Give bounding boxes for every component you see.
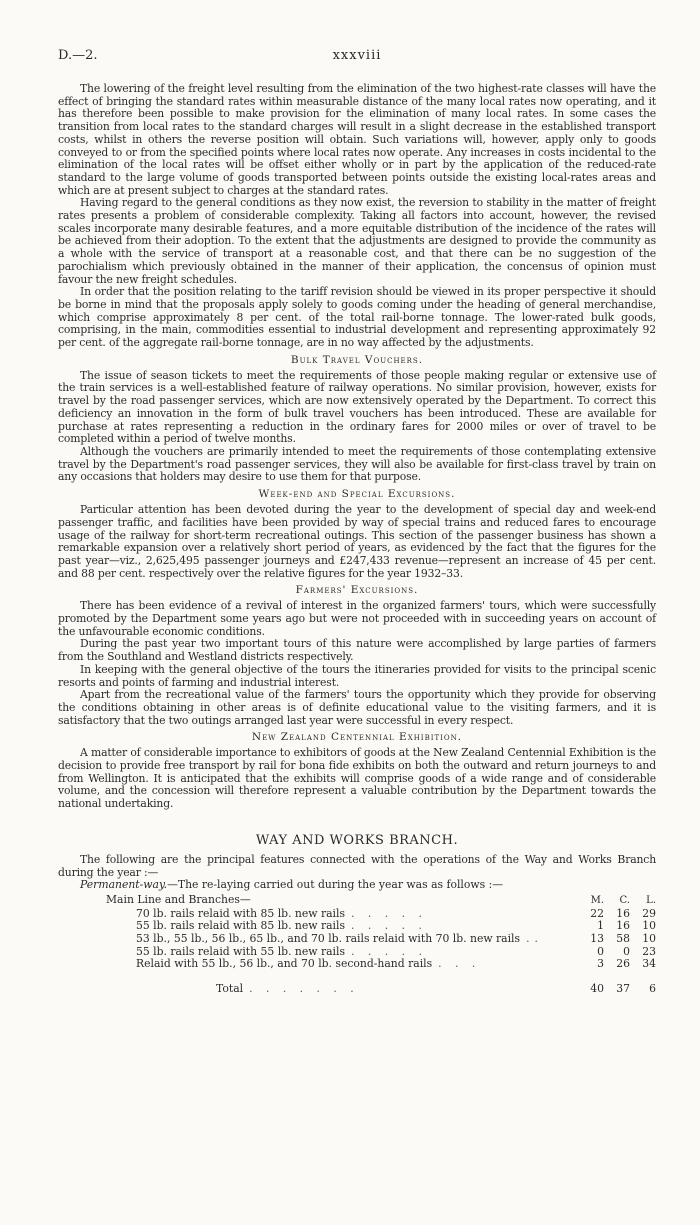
relaying-table xyxy=(58,894,656,996)
page-number: xxxviii xyxy=(332,48,382,63)
table-row xyxy=(58,908,656,921)
branch-intro: The following are the principal features connected with the operations of the Way and Works Branch during the year :— xyxy=(58,852,656,879)
paragraph: In keeping with the general objective of the tours the itineraries provided for visits to the principal scenic resorts and points of farming and industrial interest. xyxy=(58,662,656,689)
total-chains: 37 xyxy=(616,982,630,996)
total-links: 6 xyxy=(649,982,656,996)
paragraph: The lowering of the freight level resulting from the elimination of the two highest-rate classes will have the effect of bringing the standard rates within measurable distance of the many local rates now operating, and it has therefore been possible to make provision for the elimination of many local rates. In some cases the transition from local rates to the standard charges will result in a slight decrease in the established transport costs, whilst in others the reverse position will obtain. Such variations will, however, apply only to goods conveyed to or from the specified points where local rates now operate. Any increases in costs incidental to the elimination of the local rates will be offset either wholly or in part by the application of the reduced-rate standard to the large volume of goods transported between points outside the existing local-rates areas and which are at present subject to charges at the standard rates. xyxy=(58,82,656,197)
column-header-chains: C. xyxy=(619,894,630,906)
cell-links: 10 xyxy=(642,919,656,933)
page-header xyxy=(58,48,656,63)
cell-links: 29 xyxy=(642,906,656,920)
cell-miles: 3 xyxy=(597,957,604,971)
leader-dots: .. xyxy=(526,933,543,946)
permanent-way-line xyxy=(58,879,656,892)
paragraph: A matter of considerable importance to exhibitors of goods at the New Zealand Centennial Exhibition is the decision to provide free transport by rail for bona fide exhibits on both the outward and return journeys to and from Wellington. It is anticipated that the exhibits will comprise goods of a wide range and of considerable volume, and the concession will therefore represent a valuable contribution by the Department towards the national undertaking. xyxy=(58,746,656,811)
permanent-way-heading: Permanent-way. xyxy=(80,878,168,892)
row-label: 55 lb. rails relaid with 85 lb. new rails xyxy=(136,920,345,933)
permanent-way-text: —The re-laying carried out during the year was as follows :— xyxy=(167,878,504,892)
leader-dots: . . . . . xyxy=(351,945,427,958)
table-row xyxy=(58,958,656,971)
paragraph: During the past year two important tours of this nature were accomplished by large parties of farmers from the Southland and Westland districts respectively. xyxy=(58,637,656,664)
leader-dots: . . . xyxy=(438,958,481,971)
row-label: 55 lb. rails relaid with 55 lb. new rails xyxy=(136,945,345,958)
section-centennial-exhibition xyxy=(58,731,656,811)
table-row xyxy=(58,933,656,946)
table-row xyxy=(58,920,656,933)
table-header-row xyxy=(58,894,656,908)
cell-chains: 16 xyxy=(616,906,630,920)
row-label: Relaid with 55 lb., 56 lb., and 70 lb. second-hand rails xyxy=(136,958,433,971)
section-special-excursions xyxy=(58,488,656,580)
cell-links: 10 xyxy=(642,932,656,946)
table-total-row xyxy=(58,983,656,996)
cell-miles: 1 xyxy=(597,919,604,933)
section-heading: Week-end and Special Excursions. xyxy=(258,488,456,501)
total-miles: 40 xyxy=(590,982,604,996)
paragraph: There has been evidence of a revival of interest in the organized farmers' tours, which were successfully promoted by the Department some years ago but were not proceeded with in succeeding years on account of the unfavourable economic conditions. xyxy=(58,599,656,638)
paragraph: Although the vouchers are primarily intended to meet the requirements of those contemplating extensive travel by the Department's road passenger services, they will also be available for first-class travel by train on any occasions that holders may desire to use them for that purpose. xyxy=(58,444,656,484)
cell-chains: 26 xyxy=(616,957,630,971)
paragraph: Particular attention has been devoted during the year to the development of special day and week-end passenger traffic, and facilities have been provided by way of special trains and reduced fares to encourage usage of the railway for short-term recreational outings. This section of the passenger business has shown a remarkable expansion over a relatively short period of years, as evidenced by the fact that the figures for the past year—viz., 2,625,495 passenger journeys and £247,433 revenue—represent an increase of 45 per cent. and 88 per cent. respectively over the relative figures for the year 1932–33. xyxy=(58,503,656,580)
leader-dots: . . . . . xyxy=(351,920,427,933)
section-heading: Farmers' Excursions. xyxy=(295,584,419,597)
cell-miles: 22 xyxy=(590,906,604,920)
section-farmers-excursions xyxy=(58,584,656,727)
cell-chains: 0 xyxy=(623,944,630,958)
cell-links: 34 xyxy=(642,957,656,971)
paragraph: In order that the position relating to the tariff revision should be viewed in its proper perspective it should be borne in mind that the proposals apply solely to goods coming under the heading of general merchandise, which comprise approximately 8 per cent. of the total rail-borne tonnage. The lower-rated bulk goods, comprising, in the main, commodities essential to industrial development and representing approximately 92 per cent. of the aggregate rail-borne tonnage, are in no way affected by the adjustments. xyxy=(58,285,656,350)
leader-dots: . . . . . . . xyxy=(249,983,359,996)
section-heading: New Zealand Centennial Exhibition. xyxy=(251,731,463,744)
leader-dots: . . . . . xyxy=(351,907,427,920)
table-group-label: Main Line and Branches— xyxy=(106,893,251,906)
paragraph: The issue of season tickets to meet the requirements of those people making regular or extensive use of the train services is a well-established feature of railway operations. No similar provision, however, exists for travel by the road passenger services, which are now extensively operated by the Department. To correct this deficiency an innovation in the form of bulk travel vouchers has been introduced. These are available for purchase at rates representing a reduction in the ordinary fares for 2000 miles or over of travel to be completed within a period of twelve months. xyxy=(58,368,656,446)
row-label: 53 lb., 55 lb., 56 lb., 65 lb., and 70 lb. rails relaid with 70 lb. new rails xyxy=(136,933,521,946)
section-bulk-travel-vouchers xyxy=(58,354,656,484)
branch-heading: WAY AND WORKS BRANCH. xyxy=(255,832,459,848)
cell-links: 23 xyxy=(642,944,656,958)
paragraph: Having regard to the general conditions as they now exist, the reversion to stability in the matter of freight rates presents a problem of considerable complexity. Taking all factors into account, however, the revised scales incorporate many desirable features, and a more equitable distribution of the incidence of the rates will be achieved from their adoption. To the extent that the adjustments are designed to provide the community as a whole with the service of transport at a reasonable cost, and that there can be no suggestion of the parochialism which previously obtained in the manner of their application, the concensus of opinion must favour the new freight schedules. xyxy=(58,196,656,286)
column-header-miles: M. xyxy=(590,894,604,906)
row-label: 70 lb. rails relaid with 85 lb. new rails xyxy=(136,907,345,920)
paragraph: Apart from the recreational value of the farmers' tours the opportunity which they provide for observing the conditions obtaining in other areas is of definite educational value to the visiting farmers, and it is satisfactory that the two outings arranged last year were successful in every respect. xyxy=(58,688,656,727)
document-reference: D.—2. xyxy=(58,48,98,63)
cell-chains: 58 xyxy=(616,932,630,946)
cell-chains: 16 xyxy=(616,919,630,933)
cell-miles: 13 xyxy=(590,932,604,946)
column-header-links: L. xyxy=(646,894,656,906)
total-label: Total xyxy=(216,983,244,996)
intro-section xyxy=(58,83,656,350)
section-heading: Bulk Travel Vouchers. xyxy=(290,353,424,366)
cell-miles: 0 xyxy=(597,944,604,958)
table-row xyxy=(58,946,656,959)
